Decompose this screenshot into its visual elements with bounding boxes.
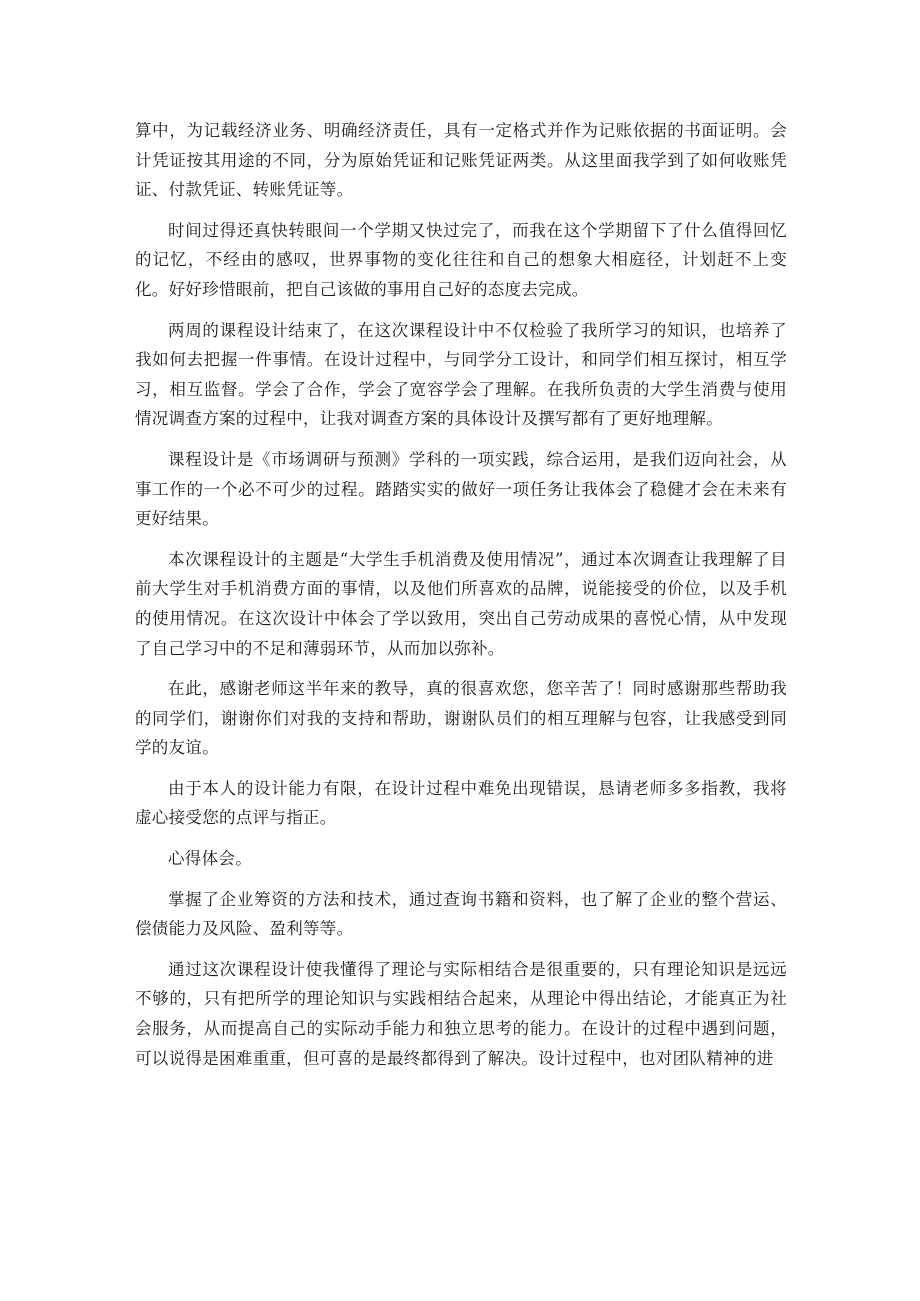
paragraph-7: 由于本人的设计能力有限，在设计过程中难免出现错误，恳请老师多多指教，我将虚心接受您的点评与指正。 (135, 778, 787, 828)
paragraph-5: 本次课程设计的主题是“大学生手机消费及使用情况”，通过本次调查让我理解了目前大学生对手机消费方面的事情，以及他们所喜欢的品牌，说能接受的价位，以及手机的使用情况。在这次设计中体会了学以致用，突出自己劳动成果的喜悦心情，从中发现了自己学习中的不足和薄弱环节，从而加以弥补。 (135, 549, 787, 658)
paragraph-2: 时间过得还真快转眼间一个学期又快过完了，而我在这个学期留下了什么值得回忆的记忆，不经由的感叹，世界事物的变化往往和自己的想象大相庭径，计划赶不上变化。好好珍惜眼前，把自己该做的事用自己好的态度去完成。 (135, 220, 787, 299)
paragraph-8: 心得体会。 (168, 849, 252, 869)
paragraph-10: 通过这次课程设计使我懂得了理论与实际相结合是很重要的，只有理论知识是远远不够的，只有把所学的理论知识与实践相结合起来，从理论中得出结论，才能真正为社会服务，从而提高自己的实际动手能力和独立思考的能力。在设计的过程中遇到问题，可以说得是困难重重，但可喜的是最终都得到了解决。设计过程中，也对团队精神的进 (135, 959, 787, 1068)
document-body (135, 116, 787, 1084)
paragraph-1: 算中，为记载经济业务、明确经济责任，具有一定格式并作为记账依据的书面证明。会计凭证按其用途的不同，分为原始凭证和记账凭证两类。从这里面我学到了如何收账凭证、付款凭证、转账凭证等。 (135, 121, 787, 200)
paragraph-6: 在此，感谢老师这半年来的教导，真的很喜欢您，您辛苦了！同时感谢那些帮助我的同学们，谢谢你们对我的支持和帮助，谢谢队员们的相互理解与包容，让我感受到同学的友谊。 (135, 679, 787, 758)
paragraph-4: 课程设计是《市场调研与预测》学科的一项实践，综合运用，是我们迈向社会，从事工作的一个必不可少的过程。踏踏实实的做好一项任务让我体会了稳健才会在未来有更好结果。 (135, 449, 787, 529)
paragraph-3: 两周的课程设计结束了，在这次课程设计中不仅检验了我所学习的知识，也培养了我如何去把握一件事情。在设计过程中，与同学分工设计，和同学们相互探讨，相互学习，相互监督。学会了合作，学会了宽容学会了理解。在我所负责的大学生消费与使用情况调查方案的过程中，让我对调查方案的具体设计及撰写都有了更好地理解。 (135, 320, 787, 429)
paragraph-9: 掌握了企业筹资的方法和技术，通过查询书籍和资料，也了解了企业的整个营运、偿债能力及风险、盈利等等。 (135, 889, 787, 939)
